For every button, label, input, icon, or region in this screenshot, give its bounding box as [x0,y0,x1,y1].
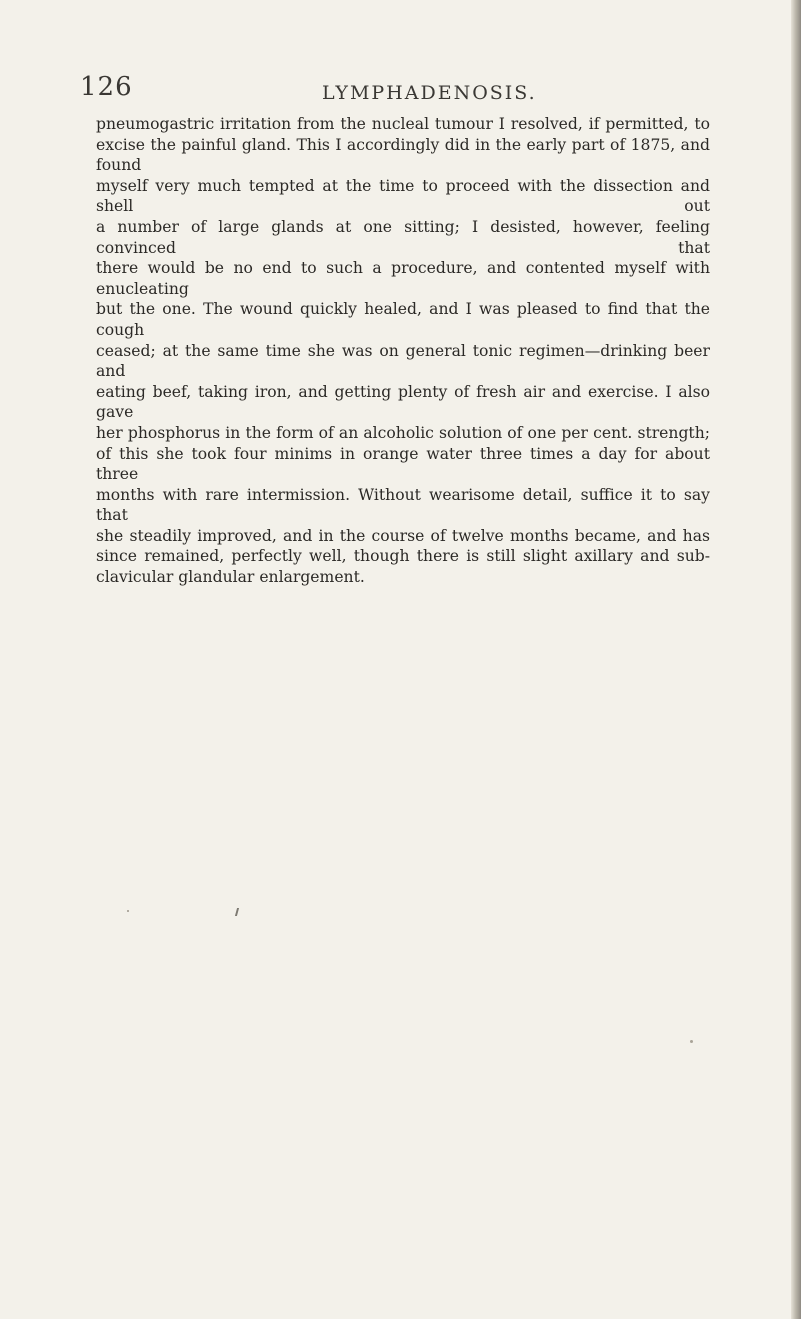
text-line: but the one. The wound quickly healed, and I was pleased to find that the cough [96,300,710,339]
text-line: her phosphorus in the form of an alcoholic solution of one per cent. strength; [96,423,710,442]
text-line-last: clavicular glandular enlargement. [96,568,365,587]
text-line: she steadily improved, and in the course of twelve months became, and has [96,526,710,545]
paper-speck [690,1040,693,1043]
paper-speck [127,910,129,912]
text-line: excise the painful gland. This I accordingly did in the early part of 1875, and found [96,135,710,175]
page-number: 126 [80,72,133,102]
page-edge-shadow [791,0,801,1319]
text-line: pneumogastric irritation from the nucleal tumour I resolved, if permitted, to [96,115,710,133]
text-line: a number of large glands at one sitting; I desisted, however, feeling convinced that [96,217,710,257]
text-line: since remained, perfectly well, though there is still slight axillary and sub- [96,547,710,566]
text-line: months with rare intermission. Without wearisome detail, suffice it to say that [96,485,710,525]
running-title: LYMPHADENOSIS. [322,82,537,104]
text-line: eating beef, taking iron, and getting plenty of fresh air and exercise. I also gave [96,382,710,422]
text-line: myself very much tempted at the time to proceed with the dissection and shell out [96,176,710,216]
paper-speck [235,908,239,916]
text-line: ceased; at the same time she was on general tonic regimen—drinking beer and [96,341,710,381]
body-paragraph [96,114,710,588]
text-line: of this she took four minims in orange water three times a day for about three [96,444,710,484]
text-line: there would be no end to such a procedure, and contented myself with enucleating [96,259,710,298]
